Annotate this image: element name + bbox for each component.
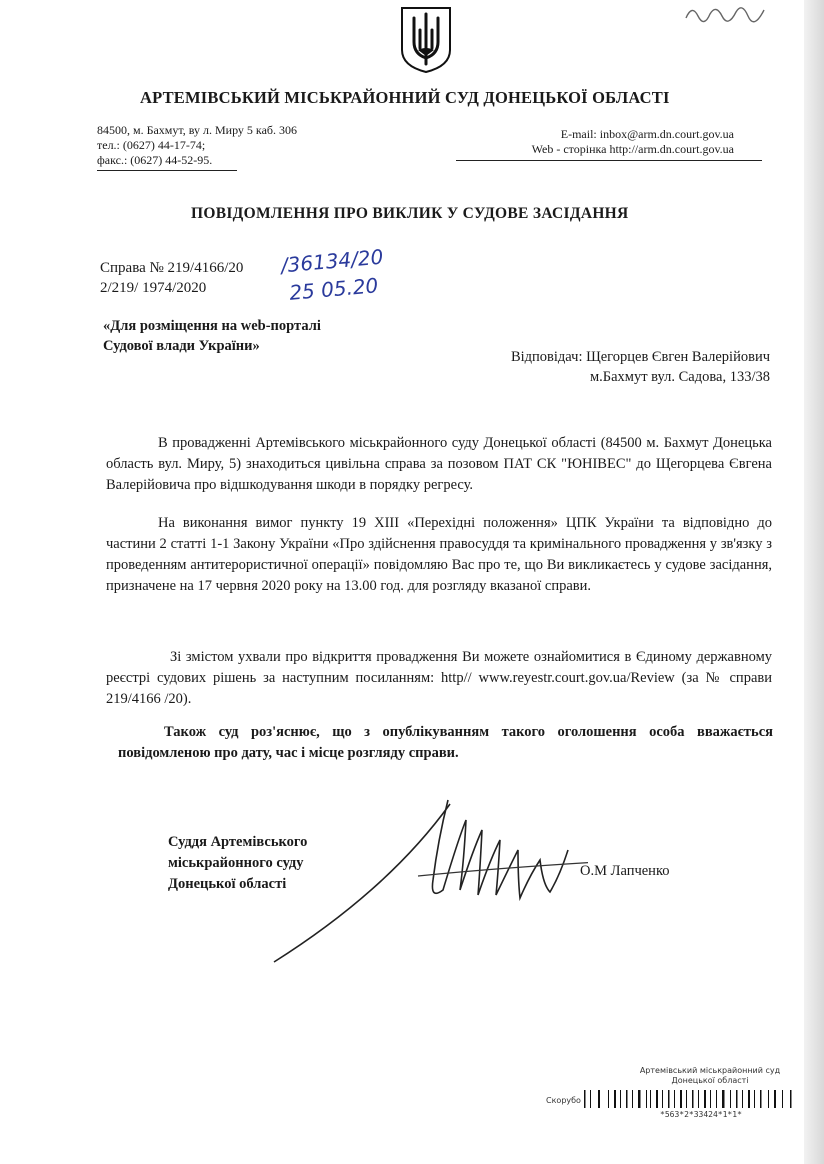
body-paragraph-2: На виконання вимог пункту 19 XIII «Перехідні положення» ЦПК України та відповідно до частини 2 статті 1-1 Закону України «Про здійснення правосуддя та кримінального провадження у зв'язку з проведенням антитерористичної операції» повідомляю Вас про те, що Ви викликаєтесь у судове засідання, призначене на 17 червня 2020 року на 13.00 год. для розгляду вказаної справи. bbox=[106, 515, 772, 594]
case-info bbox=[100, 258, 243, 298]
court-name: АРТЕМІВСЬКИЙ МІСЬКРАЙОННИЙ СУД ДОНЕЦЬКОЇ ОБЛАСТІ bbox=[140, 88, 670, 107]
document-title: ПОВІДОМЛЕННЯ ПРО ВИКЛИК У СУДОВЕ ЗАСІДАННЯ bbox=[191, 205, 629, 222]
scan-edge-shadow bbox=[804, 0, 824, 1164]
respondent-address: м.Бахмут вул. Садова, 133/38 bbox=[589, 369, 770, 385]
judge-name: О.М Лапченко bbox=[580, 863, 670, 879]
body-paragraph-1: В провадженні Артемівського міськрайонного суду Донецької області (84500 м. Бахмут Донецька область вул. Миру, 5) знаходиться цивільна справа за позовом ПАТ СК "ЮНІВЕС" до Щегорцева Євгена Валерійовича про відшкодування шкоди в порядку регресу. bbox=[106, 435, 772, 493]
court-phone: тел.: (0627) 44-17-74; bbox=[97, 138, 206, 152]
judge-position-line3: Донецької області bbox=[168, 876, 287, 892]
handwritten-reg-date: 25 05.20 bbox=[288, 273, 380, 305]
stamp-line1: Артемівський міськрайонний суд bbox=[639, 1066, 781, 1075]
portal-note bbox=[103, 316, 321, 356]
respondent-block bbox=[430, 347, 770, 387]
top-scribble-icon bbox=[682, 0, 772, 26]
header-rule-right bbox=[456, 160, 762, 161]
stamp-line2: Донецької області bbox=[671, 1076, 749, 1085]
court-address: 84500, м. Бахмут, ву л. Миру 5 каб. 306 bbox=[97, 123, 298, 137]
registry-stamp bbox=[630, 1066, 790, 1086]
handwritten-reg-number: /36134/20 bbox=[279, 244, 385, 278]
court-email: E-mail: inbox@arm.dn.court.gov.ua bbox=[560, 127, 734, 141]
proceeding-number: 2/219/ 1974/2020 bbox=[100, 280, 207, 296]
body-paragraph-3: Зі змістом ухвали про відкриття провадження Ви можете ознайомитися в Єдиному державному реєстрі судових рішень за наступним посиланням: http// www.reyestr.court.gov.ua/Review (за № справи 219/4166 /20). bbox=[106, 649, 772, 707]
coat-of-arms-icon bbox=[398, 4, 454, 74]
speed-label: Скорубо bbox=[546, 1096, 581, 1105]
judge-position-line1: Суддя Артемівського bbox=[168, 834, 308, 850]
publication-notice: Також суд роз'яснює, що з опублікуванням такого оголошення особа вважається повідомленою про дату, час і місце розгляду справи. bbox=[118, 724, 773, 761]
handwritten-registration bbox=[280, 243, 387, 308]
court-fax: факс.: (0627) 44-52-95. bbox=[97, 153, 213, 167]
barcode-icon bbox=[584, 1088, 804, 1110]
judge-position-line2: міськрайонного суду bbox=[168, 855, 304, 871]
barcode-number: *563*2*33424*1*1* bbox=[660, 1110, 742, 1119]
respondent-name: Відповідач: Щегорцев Євген Валерійович bbox=[510, 349, 770, 365]
court-contacts bbox=[97, 123, 297, 168]
portal-note-line1: «Для розміщення на web-порталі bbox=[103, 318, 321, 334]
court-online bbox=[454, 127, 734, 157]
header-rule-left bbox=[97, 170, 237, 171]
portal-note-line2: Судової влади України» bbox=[103, 338, 260, 354]
judge-signature-icon bbox=[268, 780, 588, 980]
case-number: Справа № 219/4166/20 bbox=[100, 260, 244, 276]
court-web: Web - сторінка http://arm.dn.court.gov.ua bbox=[531, 142, 734, 156]
